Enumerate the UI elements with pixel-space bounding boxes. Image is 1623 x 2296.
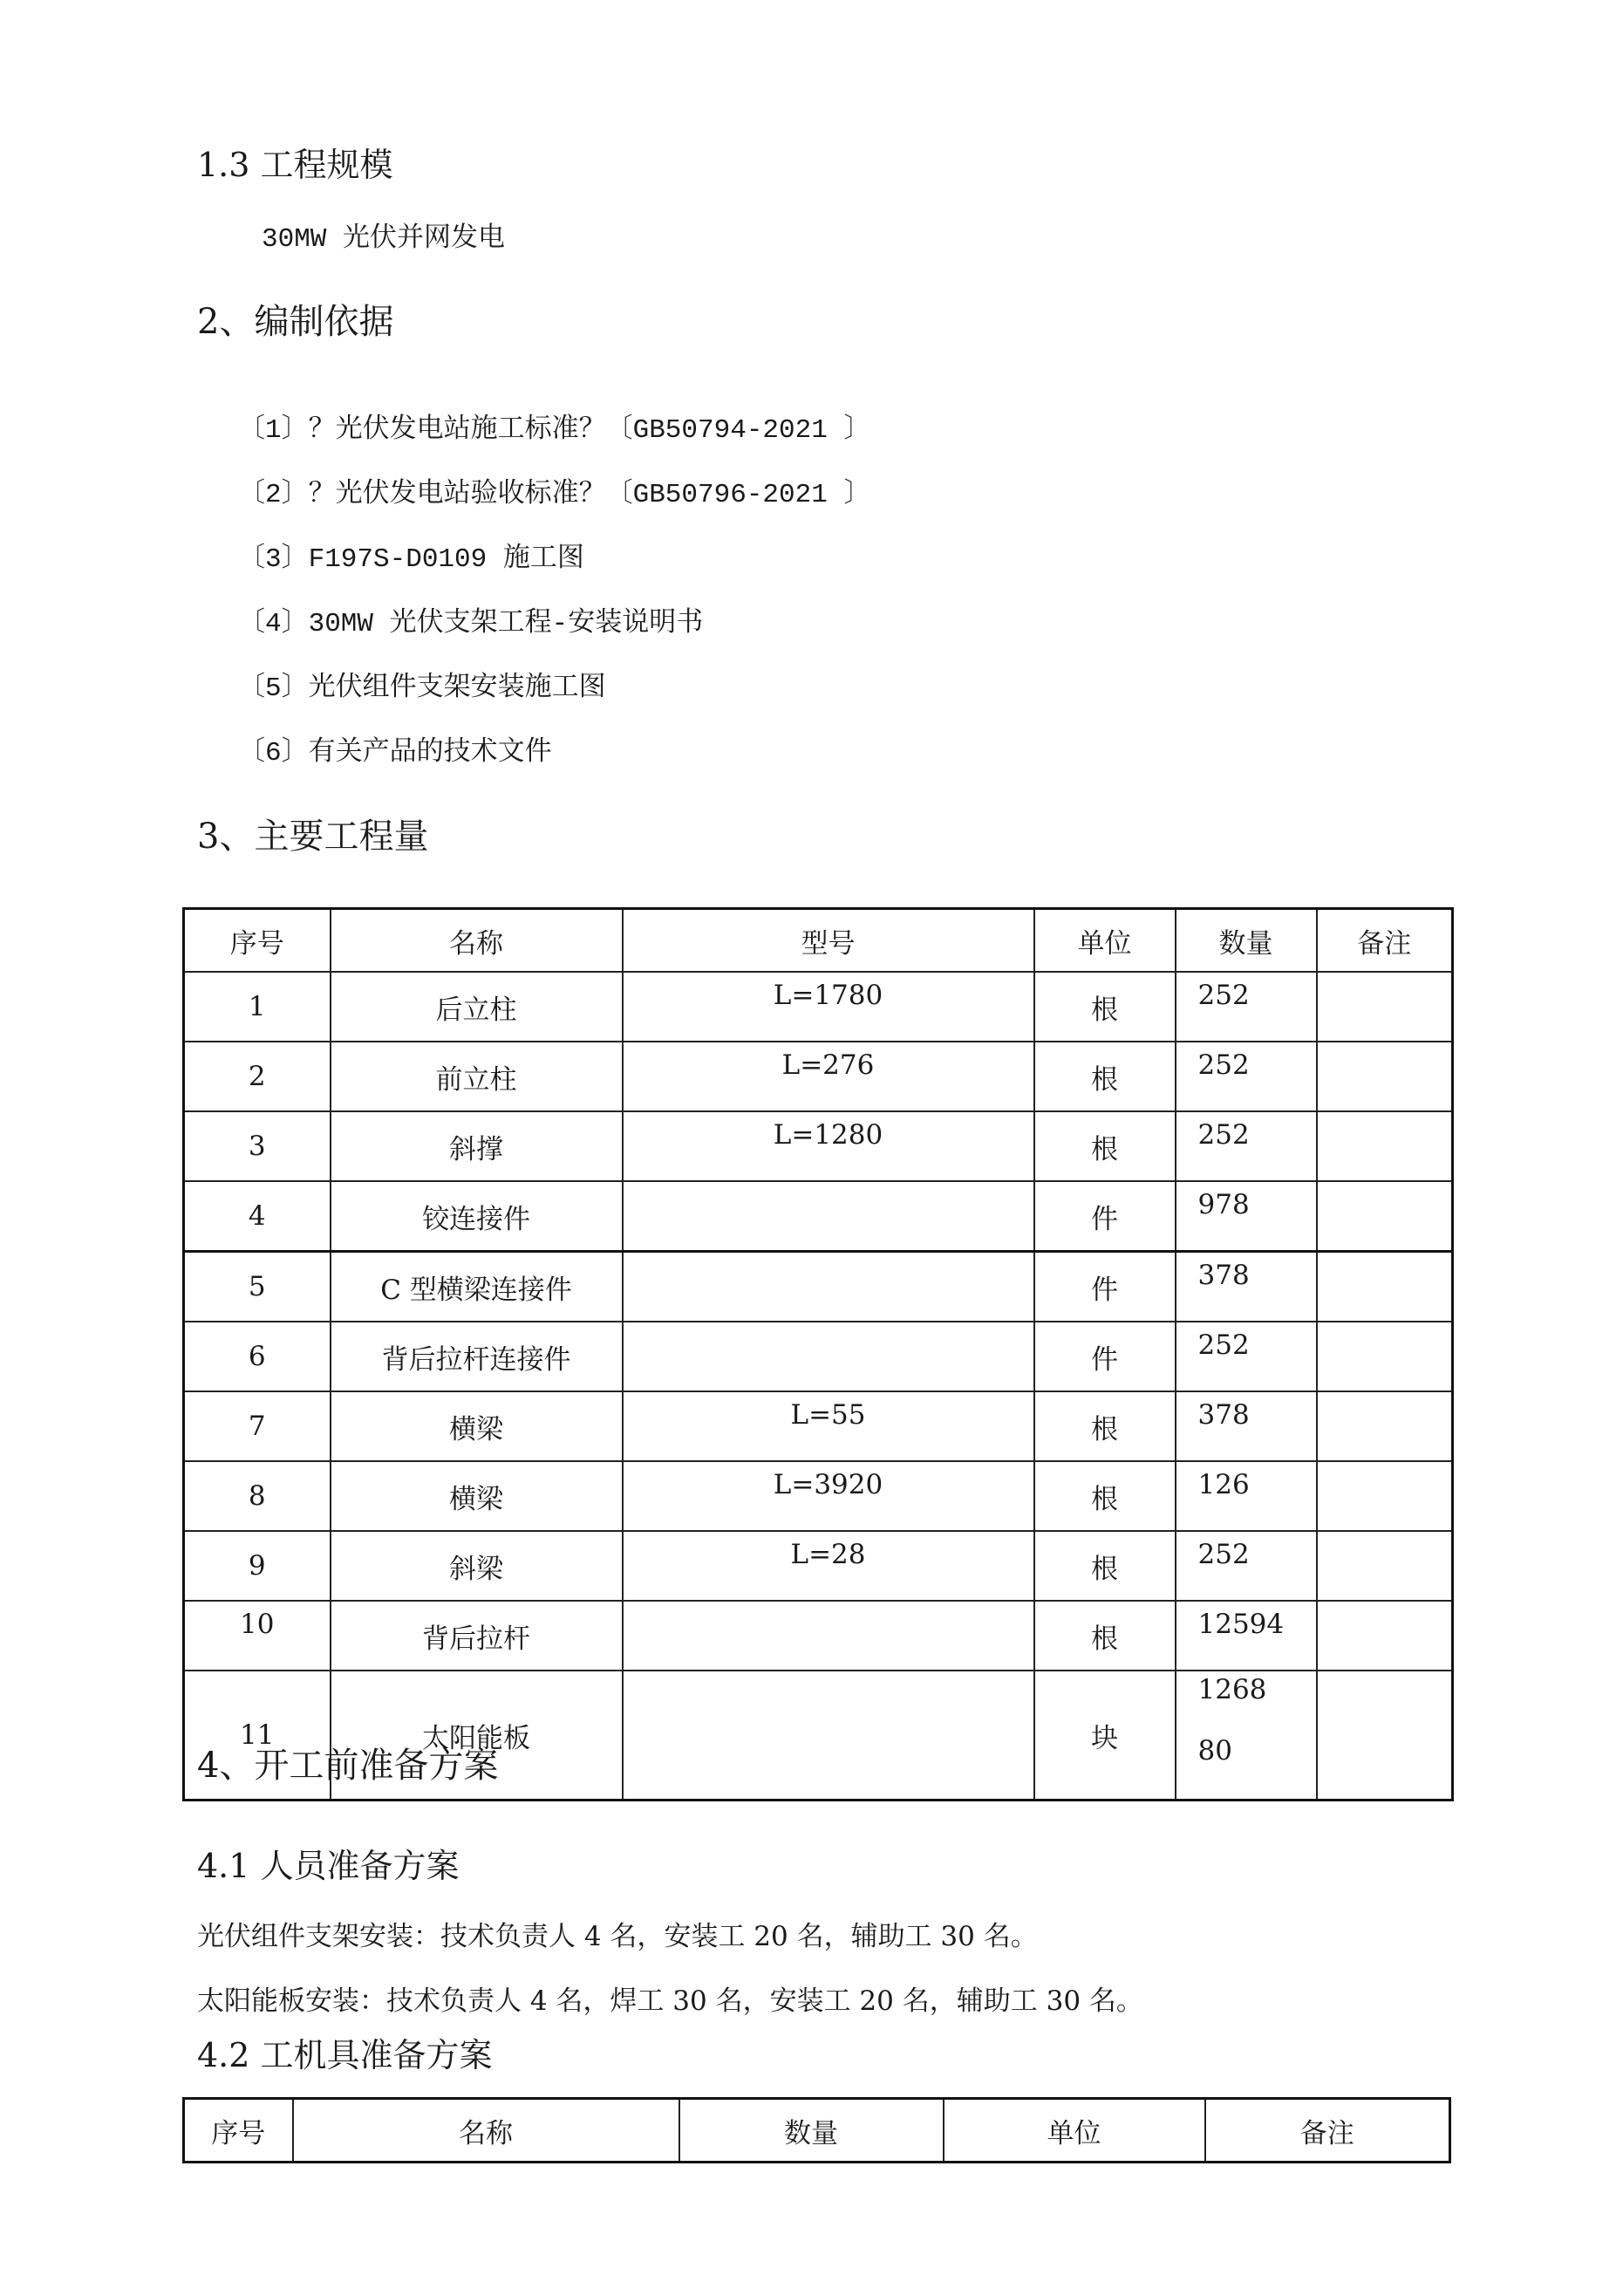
row-name: 横梁	[331, 1461, 623, 1531]
row-note	[1317, 1322, 1453, 1391]
basis-item-4: 〔4〕30MW 光伏支架工程-安装说明书	[238, 609, 704, 639]
row-note	[1317, 1601, 1453, 1671]
row-model	[623, 1181, 1034, 1252]
section-1-3-text: 30MW 光伏并网发电	[262, 224, 506, 255]
row-note	[1317, 1111, 1453, 1181]
row-name: 后立柱	[331, 972, 623, 1042]
table-row	[184, 972, 1453, 1042]
row-unit: 根	[1034, 1042, 1176, 1111]
row-unit: 根	[1034, 1111, 1176, 1181]
row-model	[623, 1252, 1034, 1322]
staff-line-1: 光伏组件支架安装：技术负责人 4 名，安装工 20 名，辅助工 30 名。	[197, 1921, 1038, 1952]
row-no: 9	[184, 1531, 331, 1601]
section-4-1-title: 4.1 人员准备方案	[197, 1847, 460, 1885]
header-name: 名称	[293, 2099, 679, 2163]
header-unit: 单位	[944, 2099, 1205, 2163]
row-note	[1317, 1671, 1453, 1801]
row-no: 8	[184, 1461, 331, 1531]
table-row	[184, 1252, 1453, 1322]
row-qty: 378	[1176, 1391, 1317, 1461]
section-3-title: 3、主要工程量	[197, 817, 429, 857]
row-name: 斜梁	[331, 1531, 623, 1601]
section-2-title: 2、编制依据	[197, 302, 394, 342]
row-name: C 型横梁连接件	[331, 1252, 623, 1322]
row-qty: 252	[1176, 1531, 1317, 1601]
row-model: L=1780	[623, 972, 1034, 1042]
basis-item-5: 〔5〕光伏组件支架安装施工图	[238, 673, 606, 704]
table-row	[184, 1391, 1453, 1461]
row-model: L=3920	[623, 1461, 1034, 1531]
row-note	[1317, 1391, 1453, 1461]
row-no: 7	[184, 1391, 331, 1461]
row-unit: 根	[1034, 1531, 1176, 1601]
table-row	[184, 1181, 1453, 1252]
table-header-row	[184, 909, 1453, 973]
row-no: 5	[184, 1252, 331, 1322]
row-qty-text: 126880	[1197, 1674, 1267, 1766]
row-qty: 252	[1176, 1111, 1317, 1181]
row-no: 3	[184, 1111, 331, 1181]
row-note	[1317, 1252, 1453, 1322]
row-qty: 12594	[1176, 1601, 1317, 1671]
row-no: 1	[184, 972, 331, 1042]
basis-item-2: 〔2〕？光伏发电站验收标准？〔GB50796-2021 〕	[238, 480, 871, 510]
row-qty: 978	[1176, 1181, 1317, 1252]
row-qty: 378	[1176, 1252, 1317, 1322]
row-name: 横梁	[331, 1391, 623, 1461]
staff-line-2: 太阳能板安装：技术负责人 4 名，焊工 30 名，安装工 20 名，辅助工 30 名。	[197, 1985, 1143, 2017]
row-qty: 252	[1176, 1042, 1317, 1111]
table-row	[184, 1042, 1453, 1111]
row-unit: 件	[1034, 1252, 1176, 1322]
row-unit: 根	[1034, 972, 1176, 1042]
row-unit: 根	[1034, 1391, 1176, 1461]
basis-item-6: 〔6〕有关产品的技术文件	[238, 738, 552, 769]
row-no: 4	[184, 1181, 331, 1252]
row-model	[623, 1601, 1034, 1671]
row-qty: 252	[1176, 1322, 1317, 1391]
table-header-row	[184, 2099, 1450, 2163]
section-4-title: 4、开工前准备方案	[197, 1746, 499, 1786]
row-qty: 252	[1176, 972, 1317, 1042]
header-model: 型号	[623, 909, 1034, 973]
row-unit: 块	[1034, 1671, 1176, 1801]
tools-table	[182, 2097, 1451, 2163]
header-name: 名称	[331, 909, 623, 973]
table-row	[184, 1531, 1453, 1601]
basis-item-3: 〔3〕F197S-D0109 施工图	[238, 544, 584, 575]
row-unit: 根	[1034, 1601, 1176, 1671]
row-note	[1317, 1531, 1453, 1601]
row-unit: 件	[1034, 1322, 1176, 1391]
row-no: 11	[184, 1671, 331, 1801]
row-note	[1317, 1181, 1453, 1252]
row-model	[623, 1671, 1034, 1801]
header-unit: 单位	[1034, 909, 1176, 973]
row-name: 斜撑	[331, 1111, 623, 1181]
header-note: 备注	[1205, 2099, 1450, 2163]
row-model	[623, 1322, 1034, 1391]
row-unit: 件	[1034, 1181, 1176, 1252]
row-note	[1317, 972, 1453, 1042]
table-row	[184, 1322, 1453, 1391]
row-name: 前立柱	[331, 1042, 623, 1111]
row-no: 2	[184, 1042, 331, 1111]
row-note	[1317, 1042, 1453, 1111]
row-name: 背后拉杆连接件	[331, 1322, 623, 1391]
row-name: 铰连接件	[331, 1181, 623, 1252]
header-note: 备注	[1317, 909, 1453, 973]
header-qty: 数量	[679, 2099, 944, 2163]
section-1-3-title: 1.3 工程规模	[197, 146, 393, 184]
row-model: L=1280	[623, 1111, 1034, 1181]
header-no: 序号	[184, 2099, 293, 2163]
basis-item-1: 〔1〕？光伏发电站施工标准？〔GB50794-2021 〕	[238, 415, 871, 446]
row-model: L=276	[623, 1042, 1034, 1111]
row-qty	[1176, 1671, 1317, 1801]
section-4-2-title: 4.2 工机具准备方案	[197, 2036, 493, 2074]
row-note	[1317, 1461, 1453, 1531]
row-qty: 126	[1176, 1461, 1317, 1531]
row-no: 6	[184, 1322, 331, 1391]
table-row	[184, 1461, 1453, 1531]
row-no: 10	[184, 1601, 331, 1671]
row-name: 背后拉杆	[331, 1601, 623, 1671]
header-qty: 数量	[1176, 909, 1317, 973]
header-no: 序号	[184, 909, 331, 973]
table-row	[184, 1111, 1453, 1181]
row-model: L=28	[623, 1531, 1034, 1601]
row-model: L=55	[623, 1391, 1034, 1461]
row-unit: 根	[1034, 1461, 1176, 1531]
row-name: 太阳能板	[331, 1671, 623, 1801]
quantities-table	[182, 907, 1454, 1801]
